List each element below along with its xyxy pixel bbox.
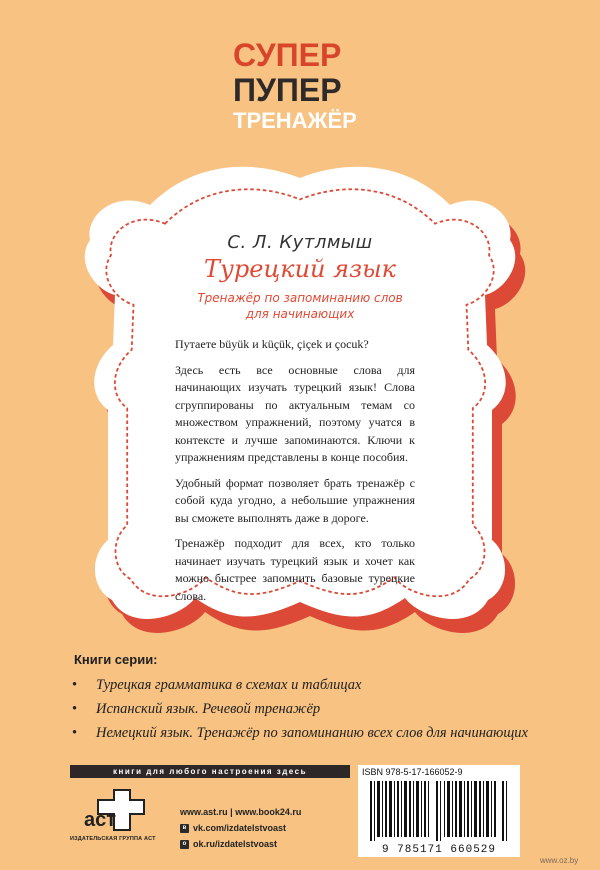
tagline-text: книги для любого настроения здесь (112, 767, 308, 776)
author-name: С. Л. Кутлмыш (227, 232, 373, 253)
series-item-2 (74, 697, 574, 721)
ast-logo-text: аст (84, 809, 117, 831)
subtitle-line2: для начинающих (245, 307, 355, 321)
ok-row (180, 836, 301, 852)
ok-link[interactable]: ok.ru/izdatelstvoast (193, 839, 278, 849)
description (175, 336, 415, 613)
publisher-caption: ИЗДАТЕЛЬСКАЯ ГРУППА АСТ (70, 836, 156, 842)
series-item-label: Испанский язык. Речевой тренажёр (96, 701, 321, 717)
websites-row (180, 804, 301, 820)
description-paragraph-1: Путаете büyük и küçük, çiçek и çocuk? (175, 337, 369, 351)
publisher-links (180, 804, 301, 852)
series-item-3 (74, 721, 574, 745)
series-item-1 (74, 673, 574, 697)
description-paragraph-4: Тренажёр подходит для всех, кто только начинает изучать турецкий язык и хочет как можно быстрее запомнить базовые турецкие слова. (175, 536, 415, 603)
vk-link[interactable]: vk.com/izdatelstvoast (193, 823, 287, 833)
book-title: Турецкий язык (204, 255, 396, 283)
series-item-label: Турецкая грамматика в схемах и таблицах (96, 677, 362, 693)
series-list (74, 652, 574, 745)
isbn-label: ISBN 978-5-17-166052-9 (362, 767, 463, 777)
vk-icon: в (180, 824, 189, 833)
barcode (370, 781, 510, 841)
bullet-icon: • (72, 677, 78, 693)
subtitle-line1: Тренажёр по запоминанию слов (197, 291, 403, 305)
vk-row (180, 820, 301, 836)
isbn-barcode-box (358, 765, 520, 857)
ok-icon: о (180, 840, 189, 849)
watermark: www.oz.by (540, 856, 579, 865)
description-paragraph-3: Удобный формат позволяет брать тренажёр с собой куда угодно, а небольшие упражнения вы сможете выполнять даже в дороге. (175, 475, 415, 525)
series-logo-line2: ПУПЕР (233, 72, 342, 108)
series-logo-line1: СУПЕР (233, 37, 342, 73)
book-subtitle (170, 290, 430, 322)
bullet-icon: • (72, 725, 78, 741)
description-paragraph-2: Здесь есть все основные слова для начинающих изучать турецкий язык! Слова сгруппированы по актуальным темам со множеством упражнений, поэтому учатся в контексте и лучше запоминаются. Ключи к упражнениям представлены в конце пособия. (175, 362, 415, 464)
series-item-label: Немецкий язык. Тренажёр по запоминанию всех слов для начинающих (96, 725, 528, 741)
barcode-number: 9 785171 660529 (381, 844, 497, 856)
series-logo-line3: ТРЕНАЖЁР (233, 108, 357, 133)
bullet-icon: • (72, 701, 78, 717)
websites-link[interactable]: www.ast.ru | www.book24.ru (180, 807, 302, 817)
series-heading: Книги серии: (74, 652, 158, 667)
tagline-bar (70, 765, 350, 778)
